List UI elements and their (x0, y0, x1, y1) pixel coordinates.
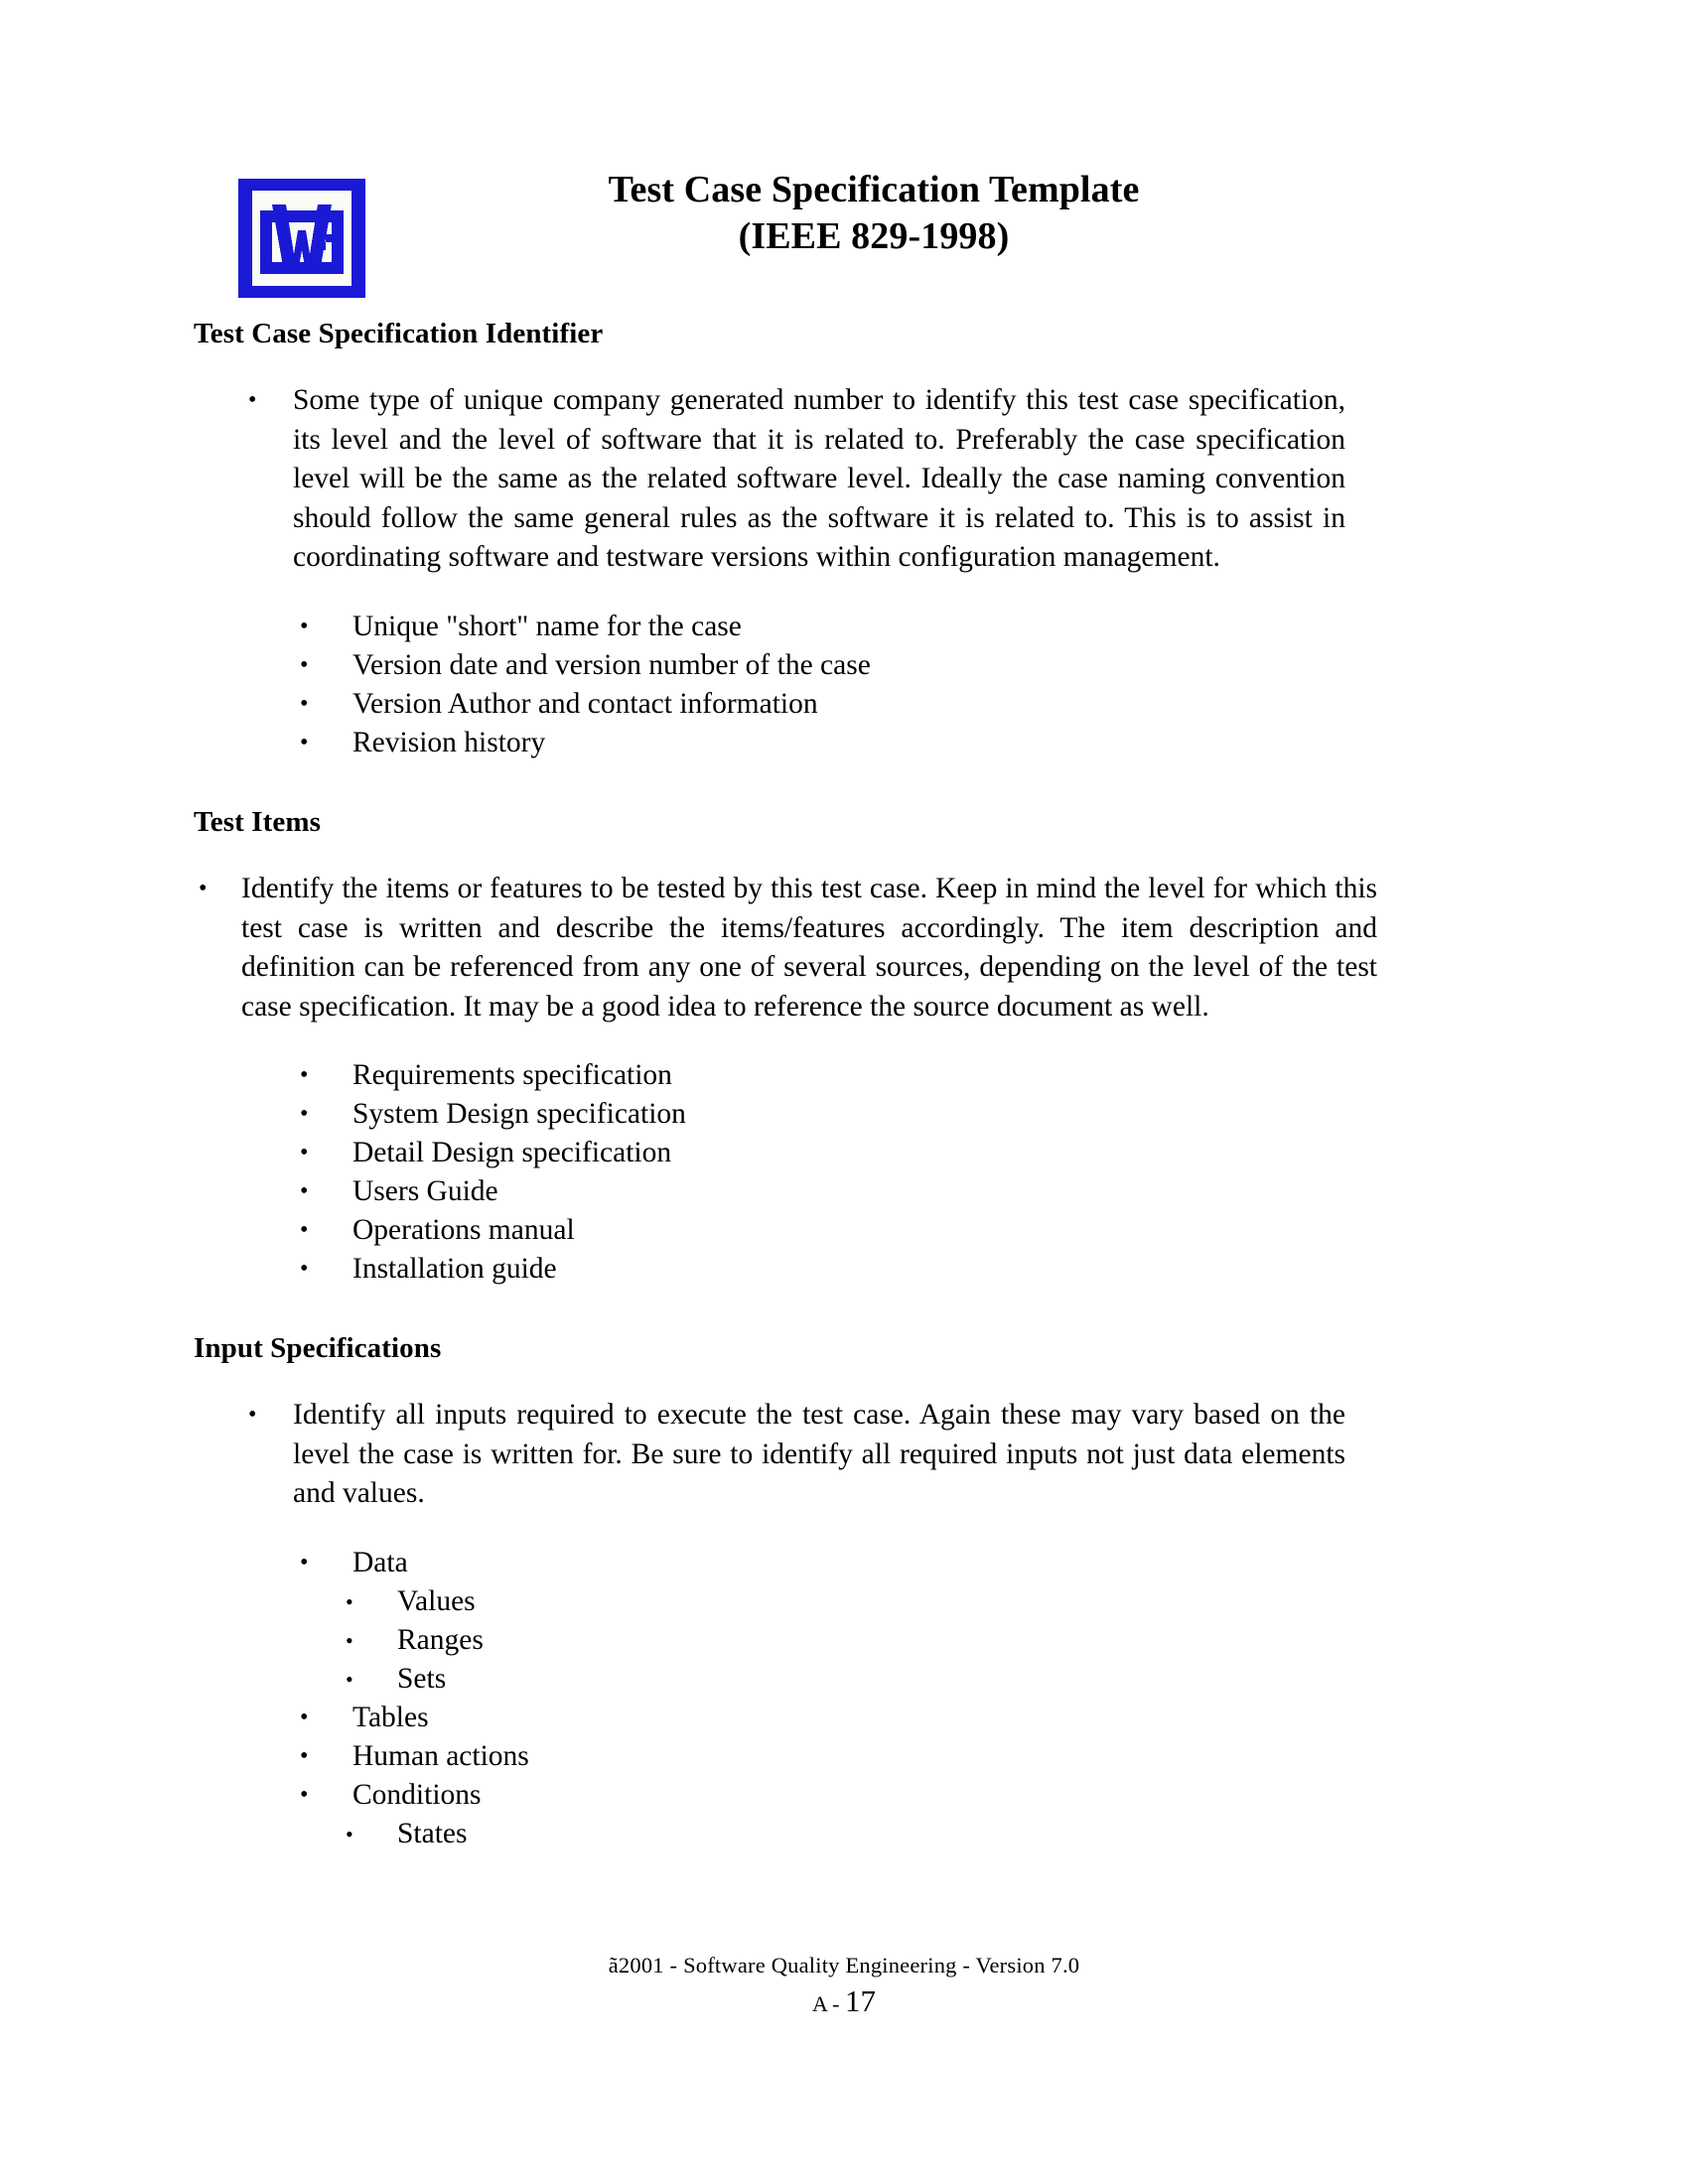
list-item: • Sets (0, 1660, 1688, 1699)
spacer (0, 1366, 1688, 1396)
list-item: • Revision history (0, 724, 1688, 762)
section-heading-input-specifications: Input Specifications (194, 1332, 442, 1364)
list-item: • Users Guide (0, 1172, 1688, 1211)
list-item: • Ranges (0, 1621, 1688, 1660)
page-title (377, 167, 1370, 260)
document-body (0, 316, 1688, 1853)
list-data-subitems (0, 1582, 1688, 1699)
spacer (0, 1514, 1688, 1544)
footer-page-number (0, 1984, 1688, 2021)
page-prefix: A - (812, 1991, 845, 2016)
page-number: 17 (845, 1983, 876, 2018)
paragraph-text: • Some type of unique company generated number to identify this test case specification, its level and the level of software that it is related to. Preferably the case specification level will be the same as the related software level. Ideally the case naming convention should follow the same general rules as the software it is related to. This is to assist in coordinating software and testware versions within configuration management. (293, 384, 1345, 574)
page-title-line1: Test Case Specification Template (608, 169, 1140, 210)
section-heading-test-items: Test Items (194, 805, 322, 838)
paragraph-text: • Identify all inputs required to execute the test case. Again these may vary based on the level the case is written for. Be sure to identify all required inputs not just data elements and values. (293, 1399, 1345, 1510)
list-identifier-items (0, 608, 1688, 762)
list-item: • Detail Design specification (0, 1134, 1688, 1172)
list-item-data: • Data (0, 1544, 1688, 1582)
spacer (0, 578, 1688, 608)
section-paragraph-test-items (0, 870, 1688, 1026)
spacer (0, 1289, 1688, 1330)
list-item: • Values (0, 1582, 1688, 1621)
list-item: • Requirements specification (0, 1056, 1688, 1095)
list-item: • Unique "short" name for the case (0, 608, 1688, 646)
list-input-specifications (0, 1544, 1688, 1582)
list-input-specifications-cont (0, 1699, 1688, 1815)
list-item: • Version Author and contact information (0, 685, 1688, 724)
list-conditions-subitems (0, 1815, 1688, 1853)
document-header (0, 167, 1688, 286)
footer-copyright: ã2001 - Software Quality Engineering - Version 7.0 (608, 1953, 1080, 1978)
spacer (0, 1026, 1688, 1056)
list-item: • Installation guide (0, 1250, 1688, 1289)
section-paragraph-input-specifications (0, 1396, 1688, 1514)
section-paragraph-identifier (0, 381, 1688, 578)
list-item: • Operations manual (0, 1211, 1688, 1250)
paragraph-text: • Identify the items or features to be tested by this test case. Keep in mind the level for which this test case is written and describe the items/features accordingly. The item description and definition can be referenced from any one of several sources, depending on the level of the test case specification. It may be a good idea to reference the source document as well. (241, 873, 1377, 1023)
list-test-items (0, 1056, 1688, 1289)
company-logo-icon (238, 179, 365, 298)
list-item: • System Design specification (0, 1095, 1688, 1134)
list-item-conditions: • Conditions (0, 1776, 1688, 1815)
section-heading-identifier: Test Case Specification Identifier (194, 318, 604, 349)
list-item: • States (0, 1815, 1688, 1853)
document-footer (0, 1951, 1688, 2021)
list-item: • Human actions (0, 1737, 1688, 1776)
list-item: • Tables (0, 1699, 1688, 1737)
spacer (0, 762, 1688, 804)
page-title-line2: (IEEE 829-1998) (738, 215, 1010, 258)
spacer (0, 840, 1688, 870)
list-item: • Version date and version number of the case (0, 646, 1688, 685)
spacer (0, 351, 1688, 381)
